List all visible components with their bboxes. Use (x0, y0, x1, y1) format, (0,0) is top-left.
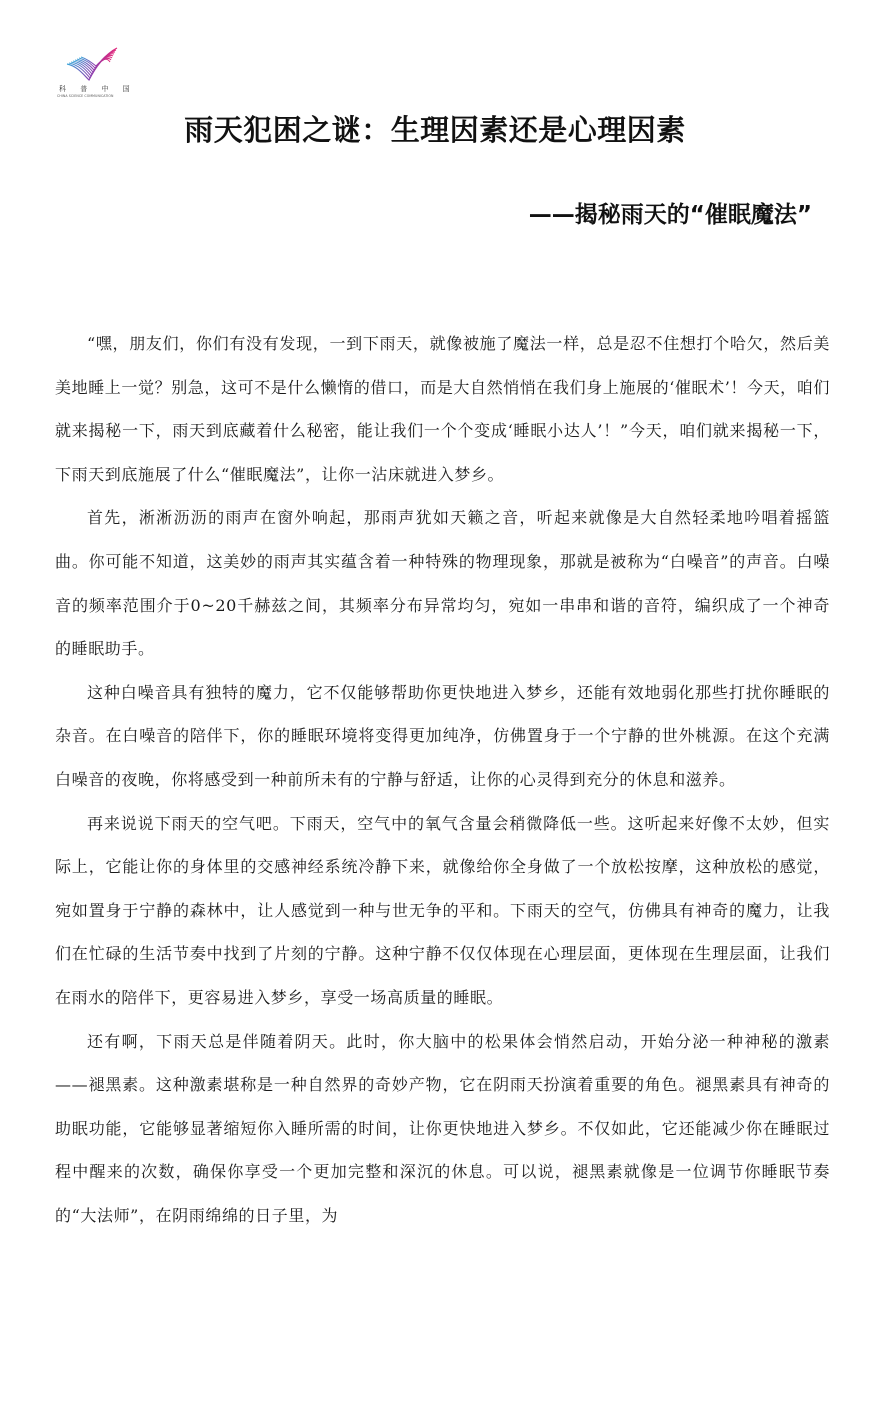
logo-ribbon-icon (61, 44, 121, 84)
paragraph: 首先，淅淅沥沥的雨声在窗外响起，那雨声犹如天籁之音，听起来就像是大自然轻柔地吟唱着摇篮曲。你可能不知道，这美妙的雨声其实蕴含着一种特殊的物理现象，那就是被称为“白噪音”的声音。白噪音的频率范围介于0~20千赫兹之间，其频率分布异常均匀，宛如一串串和谐的音符，编织成了一个神奇的睡眠助手。 (55, 508, 830, 659)
paragraph: 再来说说下雨天的空气吧。下雨天，空气中的氧气含量会稍微降低一些。这听起来好像不太妙，但实际上，它能让你的身体里的交感神经系统冷静下来，就像给你全身做了一个放松按摩，这种放松的感觉，宛如置身于宁静的森林中，让人感觉到一种与世无争的平和。下雨天的空气，仿佛具有神奇的魔力，让我们在忙碌的生活节奏中找到了片刻的宁静。这种宁静不仅仅体现在心理层面，更体现在生理层面，让我们在雨水的陪伴下，更容易进入梦乡，享受一场高质量的睡眠。 (55, 813, 830, 1007)
document-title: 雨天犯困之谜：生理因素还是心理因素 (184, 113, 686, 147)
paragraph: 这种白噪音具有独特的魔力，它不仅能够帮助你更快地进入梦乡，还能有效地弱化那些打扰你睡眠的杂音。在白噪音的陪伴下，你的睡眠环境将变得更加纯净，仿佛置身于一个宁静的世外桃源。在这个充满白噪音的夜晚，你将感受到一种前所未有的宁静与舒适，让你的心灵得到充分的休息和滋养。 (55, 682, 830, 789)
document-body (55, 322, 830, 1237)
kepu-china-logo (55, 44, 135, 102)
paragraph: 还有啊，下雨天总是伴随着阴天。此时，你大脑中的松果体会悄然启动，开始分泌一种神秘的激素——褪黑素。这种激素堪称是一种自然界的奇妙产物，它在阴雨天扮演着重要的角色。褪黑素具有神奇的助眠功能，它能够显著缩短你入睡所需的时间，让你更快地进入梦乡。不仅如此，它还能减少你在睡眠过程中醒来的次数，确保你享受一个更加完整和深沉的休息。可以说，褪黑素就像是一位调节你睡眠节奏的“大法师”，在阴雨绵绵的日子里，为 (55, 1031, 830, 1225)
logo-english-text: CHINA SCIENCE COMMUNICATION (57, 94, 114, 98)
paragraph: “嘿，朋友们，你们有没有发现，一到下雨天，就像被施了魔法一样，总是忍不住想打个哈欠，然后美美地睡上一觉？别急，这可不是什么懒惰的借口，而是大自然悄悄在我们身上施展的‘催眠术’！今天，咱们就来揭秘一下，雨天到底藏着什么秘密，能让我们一个个变成‘睡眠小达人’！”今天，咱们就来揭秘一下，下雨天到底施展了什么“催眠魔法”，让你一沾床就进入梦乡。 (55, 334, 830, 484)
logo-chinese-text: 科 普 中 国 (59, 85, 136, 93)
document-subtitle: ——揭秘雨天的“催眠魔法” (528, 202, 812, 228)
